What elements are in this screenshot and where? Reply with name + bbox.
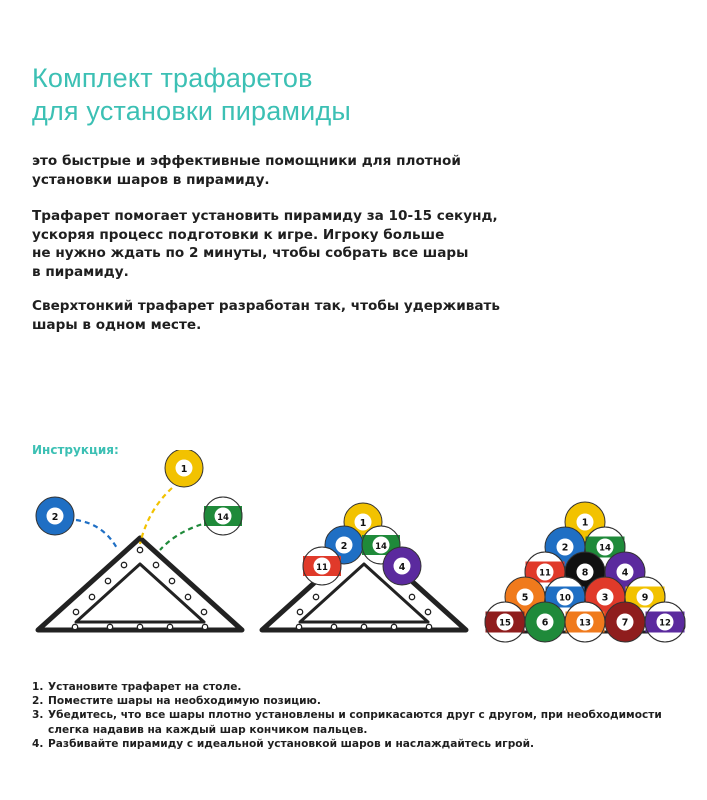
benefit-line-1: Трафарет помогает установить пирамиду за 10-15 секунд, [32, 208, 498, 224]
ball-15 [485, 602, 525, 642]
page-title [32, 62, 351, 128]
title-line-2: для установки пирамиды [32, 96, 352, 126]
step-3 [32, 708, 662, 722]
benefit-paragraph [32, 207, 498, 281]
ball-11 [303, 547, 341, 585]
ball-2-number: 2 [561, 542, 569, 554]
step-3-continuation: слегка надавив на каждый шар кончиком пальцев. [48, 723, 368, 736]
benefit-line-3: не нужно ждать по 2 минуты, чтобы собрать все шары [32, 245, 469, 261]
benefit-line-2: ускоряя процесс подготовки к игре. Игроку больше [32, 226, 445, 243]
step-4 [32, 737, 662, 751]
ball-11-number: 11 [539, 568, 551, 579]
ball-3-number: 3 [601, 592, 609, 604]
step-4-text: Разбивайте пирамиду с идеальной установкой шаров и наслаждайтесь игрой. [48, 737, 535, 750]
ball-6-number: 6 [541, 617, 549, 629]
thin-paragraph [32, 297, 500, 334]
thin-line-1: Сверхтонкий трафарет разработан так, чтобы удерживать [32, 298, 500, 314]
ball-12 [645, 602, 685, 642]
step-1-number: 1. [32, 681, 44, 693]
ball-13-number: 13 [579, 618, 591, 629]
ball-2-number: 2 [340, 541, 348, 552]
ball-9-number: 9 [641, 592, 649, 604]
thin-line-2: шары в одном месте. [32, 316, 202, 333]
instruction-steps [32, 680, 662, 751]
ball-4 [383, 547, 421, 585]
ball-1-number: 1 [359, 518, 367, 529]
step-4-number: 4. [32, 737, 44, 750]
ball-7-number: 7 [621, 617, 629, 629]
ball-14-number: 14 [599, 543, 611, 554]
benefit-line-4: в пирамиду. [32, 263, 129, 280]
intro-line-2: установки шаров в пирамиду. [32, 171, 270, 188]
ball-7 [605, 602, 645, 642]
ball-15-number: 15 [499, 618, 511, 629]
step-2-text: Поместите шары на необходимую позицию. [48, 695, 321, 708]
panel-1-placement [36, 450, 242, 630]
ball-8-number: 8 [581, 567, 589, 579]
ball-1-number: 1 [581, 517, 589, 529]
title-line-1: Комплект трафаретов [32, 63, 313, 93]
ball-12-number: 12 [659, 618, 671, 629]
ball-4-number: 4 [621, 567, 629, 579]
rack-1 [38, 538, 242, 630]
ball-2 [36, 497, 74, 535]
ball-14-number: 14 [375, 542, 387, 552]
ball-2-number: 2 [51, 512, 59, 523]
step-1 [32, 680, 662, 694]
instruction-label: Инструкция: [32, 443, 119, 457]
ball-6 [525, 602, 565, 642]
step-3-text: Убедитесь, что все шары плотно установлены и соприкасаются друг с другом, при необходимости [48, 709, 662, 722]
panel-3-full-rack [485, 502, 685, 642]
step-3-number: 3. [32, 709, 44, 722]
intro-paragraph [32, 152, 461, 189]
ball-14 [204, 497, 242, 535]
ball-11-number: 11 [316, 563, 328, 573]
instruction-illustration [0, 450, 707, 670]
panel-2-partial-rack [262, 503, 466, 630]
step-2 [32, 694, 662, 708]
step-1-text: Установите трафарет на столе. [48, 681, 242, 693]
ball-14-number: 14 [217, 513, 229, 523]
intro-line-1: это быстрые и эффективные помощники для плотной [32, 153, 461, 169]
ball-5-number: 5 [521, 592, 529, 604]
ball-10-number: 10 [559, 593, 571, 604]
ball-1 [165, 450, 203, 487]
ball-1-number: 1 [180, 464, 188, 475]
ball-4-number: 4 [398, 562, 406, 573]
step-2-number: 2. [32, 695, 44, 708]
ball-13 [565, 602, 605, 642]
